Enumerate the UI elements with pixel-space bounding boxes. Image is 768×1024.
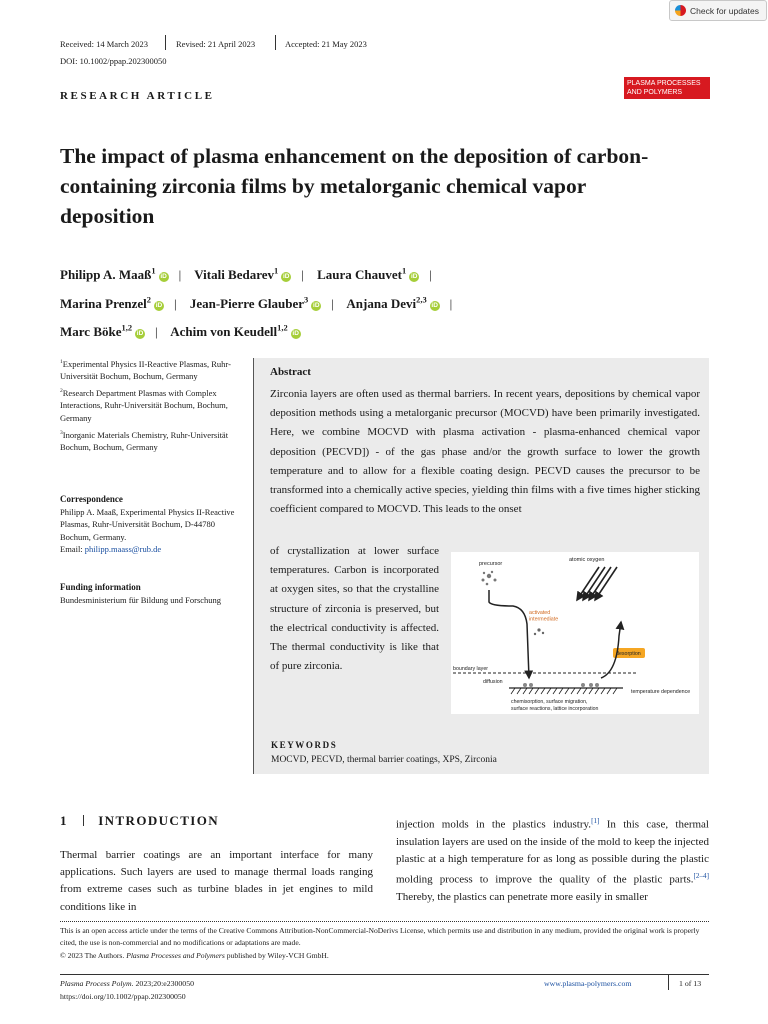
journal-badge-line: AND POLYMERS	[627, 89, 683, 96]
precursor-molecule	[482, 571, 497, 586]
orcid-icon[interactable]: iD	[283, 273, 290, 281]
precursor-path-arrow	[489, 590, 529, 678]
atomic-oxygen-label: atomic oxygen	[569, 557, 605, 563]
adsorbed-species	[523, 683, 599, 687]
keywords-heading: KEYWORDS	[271, 740, 338, 750]
footer-doi-link[interactable]: https://doi.org/10.1002/ppap.202300050	[60, 992, 186, 1001]
author-row: Marina Prenzel$^2$iD | Jean-Pierre Glauber$^3$iD | Anjana Devi$^{2,3}$iD |	[60, 294, 453, 311]
page-number: 1 of 13	[679, 979, 702, 988]
license-divider	[60, 921, 709, 922]
email-link[interactable]: philipp.maass@rub.de	[84, 544, 162, 555]
copyright-line: © 2023 The Authors. Plasma Processes and Polymers published by Wiley-VCH GmbH.	[60, 951, 329, 960]
author-row: Philipp A. Maaß$^1$iD | Vitali Bedarev$^1$iD | Laura Chauvet$^1$iD |	[60, 266, 432, 283]
correspondence-email-line: Email: philipp.maass@rub.de	[60, 544, 162, 555]
abstract-text: Zirconia layers are often used as thermal barriers. In recent years, depositions by chemical vapor deposition methods using a metalorganic precursor (MOCVD) have been primarily investigated. Here, we combine MOCVD with plasma activation - plasma-enhanced chemical vapor deposition (PECVD]) - of the gas phase and/or the growth surface to lower the growth temperature and to allow for a flexible coating design. PECVD causes the precursor to be transformed into a chemically active species, yielding thin films with a five times higher sticking coefficient compared to MOCVD. This leads to the onset	[270, 388, 700, 516]
author[interactable]: Philipp A. Maaß$^1$	[60, 266, 156, 283]
header-divider	[275, 35, 276, 50]
affiliation: $^3$Inorganic Materials Chemistry, Ruhr-Universität Bochum, Bochum, Germany	[60, 429, 229, 453]
footer-divider	[668, 975, 669, 990]
license-text: This is an open access article under the terms of the Creative Commons Attribution-NonCommercial-NoDerivs License, which permits use and distribution in any medium, provided the original work is properly cited, the use is non-commercial and no modifications or adaptations are made.	[60, 926, 700, 947]
orcid-icon[interactable]: iD	[410, 273, 418, 281]
intro-column-1: Thermal barrier coatings are an important interface for many applications. Such layers are used to manage thermal loads ranging from extreme cases such as turbine blades in jet engines to mild conditions like in	[60, 849, 373, 913]
citation-link[interactable]: [1]	[591, 817, 600, 825]
correspondence-heading: Correspondence	[60, 494, 123, 504]
article-title: The impact of plasma enhancement on the deposition of carbon-containing zirconia films by metalorganic chemical vapor deposition	[60, 144, 649, 228]
abstract-heading: Abstract	[270, 366, 311, 378]
diffusion-label: diffusion	[483, 679, 503, 685]
section-heading	[60, 813, 219, 829]
crossmark-icon	[675, 5, 686, 16]
boundary-layer-label: boundary layer	[453, 666, 489, 672]
journal-badge	[624, 77, 710, 99]
author[interactable]: Marina Prenzel$^2$	[60, 294, 151, 311]
journal-badge-line: PLASMA PROCESSES	[627, 80, 701, 87]
abstract-text-wrapped: of crystallization at lower surface temperatures. Carbon is incorporated at oxygen sites, so that the crystalline structure of zirconia is preserved, but the electrical conductivity is affected. The thermal conductivity is like that of pure zirconia.	[270, 545, 439, 673]
author[interactable]: Vitali Bedarev$^1$	[194, 266, 279, 283]
author[interactable]: Jean-Pierre Glauber$^3$	[189, 294, 309, 311]
funding-heading: Funding information	[60, 582, 141, 592]
article-type: RESEARCH ARTICLE	[60, 90, 215, 102]
orcid-icon[interactable]: iD	[160, 273, 167, 281]
orcid-icon[interactable]: iD	[136, 329, 144, 337]
desorption-arrow	[601, 622, 621, 678]
check-for-updates-button[interactable]	[669, 0, 767, 21]
section-title: INTRODUCTION	[98, 813, 220, 828]
footer-divider	[60, 974, 709, 975]
author[interactable]: Laura Chauvet$^1$	[317, 266, 407, 283]
header-divider	[165, 35, 166, 50]
orcid-icon[interactable]: iD	[431, 301, 438, 309]
funding-information	[60, 581, 245, 606]
accepted-date: Accepted: 21 May 2023	[285, 39, 367, 49]
correspondence	[60, 493, 245, 556]
revised-date: Revised: 21 April 2023	[176, 39, 256, 49]
temperature-dependence-label: temperature dependence	[631, 689, 691, 695]
received-date: Received: 14 March 2023	[60, 39, 149, 49]
activated-intermediate-label: activated intermediate	[529, 610, 559, 623]
author-list	[60, 259, 620, 344]
orcid-icon[interactable]: iD	[155, 301, 163, 309]
graphical-abstract-figure	[451, 552, 699, 714]
section-number: 1	[60, 813, 68, 828]
intro-column-2: injection molds in the plastics industry.[1] In this case, thermal insulation layers are used on the inside of the mold to keep the injected plastic at a high temperature for as long as possible during the plastic molding process to improve the quality of the plastic parts.[2–4] Thereby, the plastics can penetrate more easily in smaller	[396, 817, 709, 904]
keywords: MOCVD, PECVD, thermal barrier coatings, XPS, Zirconia	[271, 755, 497, 765]
journal-website-link[interactable]: www.plasma-polymers.com	[544, 979, 632, 988]
citation-link[interactable]: [2–4]	[693, 872, 709, 881]
author[interactable]: Marc Böke$^{1,2}$	[60, 322, 133, 339]
activated-intermediate-molecule	[534, 628, 544, 635]
affiliation: $^1$Experimental Physics II-Reactive Plasmas, Ruhr-Universität Bochum, Bochum, Germany	[60, 358, 231, 382]
correspondence-text: Philipp A. Maaß, Experimental Physics II-Reactive Plasmas, Ruhr-Universität Bochum, D-44780 Bochum, Germany.	[60, 506, 235, 542]
surface-hatch	[511, 688, 617, 694]
affiliation: $^2$Research Department Plasmas with Complex Interactions, Ruhr-Universität Bochum, Bochum, Germany	[60, 387, 228, 424]
check-for-updates-label: Check for updates	[690, 5, 759, 16]
author-row: Marc Böke$^{1,2}$iD | Achim von Keudell$^{1,2}$iD	[60, 322, 299, 339]
funding-text: Bundesministerium für Bildung und Forschung	[60, 594, 222, 605]
affiliations	[60, 356, 245, 454]
desorption-label: desorption	[616, 651, 641, 657]
author[interactable]: Achim von Keudell$^{1,2}$	[170, 322, 288, 339]
surface-processes-label: chemisorption, surface migration, surface reactions, lattice incorporation	[511, 699, 599, 712]
author[interactable]: Anjana Devi$^{2,3}$	[346, 294, 427, 311]
doi: DOI: 10.1002/ppap.202300050	[60, 56, 167, 66]
orcid-icon[interactable]: iD	[313, 301, 320, 309]
precursor-label: precursor	[479, 561, 503, 567]
orcid-icon[interactable]: iD	[292, 329, 299, 337]
footer-citation: Plasma Process Polym. 2023;20:e2300050	[60, 979, 194, 988]
atomic-oxygen-arrows	[577, 567, 617, 600]
